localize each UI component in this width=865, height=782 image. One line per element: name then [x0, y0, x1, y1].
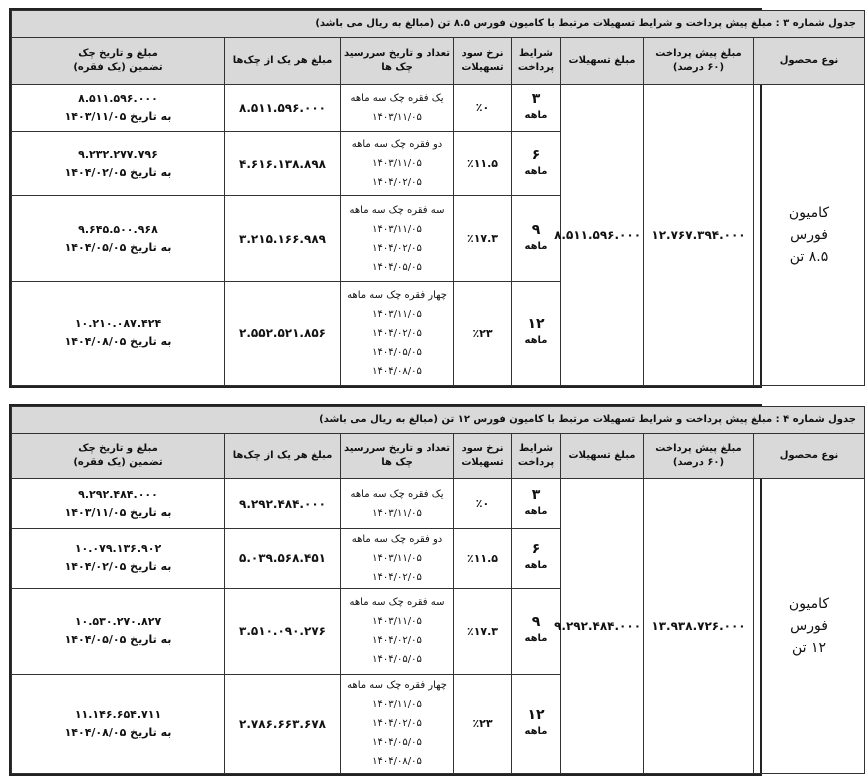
product-name-line: کامیون [788, 596, 830, 613]
check-due-date: ۱۴۰۴/۰۵/۰۵ [372, 346, 422, 358]
payment-term-cell [512, 84, 561, 131]
term-months: ۹ [531, 614, 541, 631]
guarantee-check-cell [12, 281, 225, 385]
interest-rate-cell: ٪۱۱.۵ [454, 132, 512, 196]
checks-description: دو فقره چک سه ماهه [351, 533, 443, 545]
guarantee-date: به تاریخ ۱۴۰۴/۰۵/۰۵ [64, 633, 172, 647]
check-due-date: ۱۴۰۳/۱۱/۰۵ [372, 308, 422, 320]
check-due-date: ۱۴۰۳/۱۱/۰۵ [372, 158, 422, 170]
term-unit: ماهه [524, 725, 548, 737]
header-label: چک ها [381, 62, 413, 74]
rate-header [454, 38, 512, 84]
guarantee-date: به تاریخ ۱۴۰۳/۱۱/۰۵ [64, 109, 172, 123]
header-label: (۶۰ درصد) [672, 457, 725, 469]
guarantee-date: به تاریخ ۱۴۰۴/۰۵/۰۵ [64, 240, 172, 254]
header-label: مبلغ پیش پرداخت [655, 443, 742, 455]
guarantee-date: به تاریخ ۱۴۰۴/۰۸/۰۵ [64, 335, 172, 349]
table-title: جدول شماره ۳ : مبلغ پیش پرداخت و شرایط تسهیلات مرتبط با کامیون فورس ۸.۵ تن (مبالغ به ریال می باشد) [12, 11, 865, 38]
guarantee-check-cell [12, 528, 225, 588]
interest-rate-cell: ٪۱۷.۳ [454, 588, 512, 674]
check-due-date: ۱۴۰۳/۱۱/۰۵ [372, 111, 422, 123]
interest-rate-cell: ٪۲۳ [454, 674, 512, 773]
guarantee-check-cell [12, 84, 225, 131]
header-label: مبلغ تسهیلات [568, 55, 636, 67]
guarantee-amount: ۱۰.۵۳۰.۲۷۰.۸۲۷ [74, 615, 162, 629]
checks-description: یک فقره چک سه ماهه [350, 488, 444, 500]
check-due-date: ۱۴۰۴/۰۵/۰۵ [372, 261, 422, 273]
term-unit: ماهه [524, 109, 548, 121]
guarantee-check-cell [12, 132, 225, 196]
guarantee-amount: ۸.۵۱۱.۵۹۶.۰۰۰ [78, 91, 158, 105]
guarantee-date: به تاریخ ۱۴۰۴/۰۲/۰۵ [64, 165, 172, 179]
term-months: ۳ [531, 486, 541, 503]
guarantee-check-cell [12, 588, 225, 674]
check-due-date: ۱۴۰۴/۰۲/۰۵ [372, 177, 422, 189]
guarantee-header [12, 38, 225, 84]
header-label: نوع محصول [779, 450, 839, 462]
checks-description: چهار فقره چک سه ماهه [347, 289, 447, 301]
facility-header [561, 38, 644, 84]
checks-schedule-cell [341, 528, 454, 588]
header-label: شرایط [519, 48, 553, 60]
product-name-line: ۱۲ تن [791, 640, 827, 657]
term-unit: ماهه [524, 240, 548, 252]
interest-rate-cell: ٪۰ [454, 479, 512, 529]
checks-schedule-cell [341, 196, 454, 281]
terms-header [512, 38, 561, 84]
header-label: تضمین (یک فقره) [73, 457, 163, 469]
product-cell [754, 479, 865, 774]
header-label: پرداخت [517, 457, 555, 469]
header-label: مبلغ هر یک از چک‌ها [232, 55, 333, 67]
checks-header [341, 38, 454, 84]
guarantee-date: به تاریخ ۱۴۰۴/۰۸/۰۵ [64, 725, 172, 739]
header-label: تعداد و تاریخ سررسید [343, 48, 451, 60]
header-label: تضمین (یک فقره) [73, 62, 163, 74]
product-name-line: فورس [790, 618, 828, 635]
check-due-date: ۱۴۰۴/۰۲/۰۵ [372, 571, 422, 583]
header-label: نرخ سود [461, 443, 504, 455]
table-title: جدول شماره ۴ : مبلغ پیش پرداخت و شرایط تسهیلات مرتبط با کامیون فورس ۱۲ تن (مبالغ به ریال می باشد) [12, 407, 865, 434]
per-check-amount-cell: ۴.۶۱۶.۱۳۸.۸۹۸ [225, 132, 341, 196]
checks-schedule-cell [341, 84, 454, 131]
check-due-date: ۱۴۰۴/۰۵/۰۵ [372, 737, 422, 749]
check-due-date: ۱۴۰۴/۰۸/۰۵ [372, 756, 422, 768]
term-unit: ماهه [524, 165, 548, 177]
header-label: مبلغ تسهیلات [568, 450, 636, 462]
checks-schedule-cell [341, 479, 454, 529]
header-label: نرخ سود [461, 48, 504, 60]
checks-schedule-cell [341, 674, 454, 773]
per-check-header [225, 38, 341, 84]
product-header [754, 433, 865, 478]
down-payment-header [644, 38, 754, 84]
checks-schedule-cell [341, 281, 454, 385]
interest-rate-cell: ٪۱۷.۳ [454, 196, 512, 281]
header-label: پرداخت [517, 62, 555, 74]
table-row [12, 84, 865, 131]
checks-schedule-cell [341, 132, 454, 196]
rate-header [454, 433, 512, 478]
header-label: تعداد و تاریخ سررسید [343, 443, 451, 455]
checks-description: یک فقره چک سه ماهه [350, 92, 444, 104]
facility-table-12-ton [9, 404, 857, 776]
checks-header [341, 433, 454, 478]
header-label: چک ها [381, 457, 413, 469]
payment-term-cell [512, 281, 561, 385]
check-due-date: ۱۴۰۳/۱۱/۰۵ [372, 616, 422, 628]
guarantee-amount: ۱۰.۰۷۹.۱۳۶.۹۰۲ [74, 542, 162, 556]
check-due-date: ۱۴۰۴/۰۲/۰۵ [372, 718, 422, 730]
facility-table [11, 406, 865, 774]
per-check-amount-cell: ۸.۵۱۱.۵۹۶.۰۰۰ [225, 84, 341, 131]
check-due-date: ۱۴۰۳/۱۱/۰۵ [372, 699, 422, 711]
per-check-amount-cell: ۵.۰۳۹.۵۶۸.۴۵۱ [225, 528, 341, 588]
guarantee-header [12, 433, 225, 478]
checks-description: چهار فقره چک سه ماهه [347, 680, 447, 692]
payment-term-cell [512, 528, 561, 588]
check-due-date: ۱۴۰۴/۰۲/۰۵ [372, 327, 422, 339]
per-check-amount-cell: ۲.۵۵۲.۵۲۱.۸۵۶ [225, 281, 341, 385]
term-unit: ماهه [524, 505, 548, 517]
interest-rate-cell: ٪۱۱.۵ [454, 528, 512, 588]
check-due-date: ۱۴۰۳/۱۱/۰۵ [372, 223, 422, 235]
check-due-date: ۱۴۰۴/۰۲/۰۵ [372, 635, 422, 647]
facility-amount-cell: ۹.۲۹۲.۴۸۴.۰۰۰ [561, 479, 644, 774]
per-check-amount-cell: ۳.۵۱۰.۰۹۰.۲۷۶ [225, 588, 341, 674]
product-header [754, 38, 865, 84]
term-months: ۳ [531, 90, 541, 107]
facility-amount-cell: ۸.۵۱۱.۵۹۶.۰۰۰ [561, 84, 644, 385]
header-label: مبلغ و تاریخ چک [78, 443, 158, 455]
header-label: (۶۰ درصد) [672, 62, 725, 74]
header-label: مبلغ و تاریخ چک [78, 48, 158, 60]
interest-rate-cell: ٪۲۳ [454, 281, 512, 385]
term-unit: ماهه [524, 560, 548, 572]
header-label: مبلغ پیش پرداخت [655, 48, 742, 60]
down-payment-cell: ۱۲.۷۶۷.۳۹۴.۰۰۰ [644, 84, 754, 385]
facility-header [561, 433, 644, 478]
guarantee-date: به تاریخ ۱۴۰۳/۱۱/۰۵ [64, 505, 172, 519]
product-name-line: کامیون [788, 204, 830, 221]
per-check-amount-cell: ۳.۲۱۵.۱۶۶.۹۸۹ [225, 196, 341, 281]
guarantee-amount: ۱۱.۱۴۶.۶۵۴.۷۱۱ [74, 707, 162, 721]
checks-description: سه فقره چک سه ماهه [349, 204, 445, 216]
header-label: تسهیلات [461, 62, 504, 74]
term-unit: ماهه [524, 335, 548, 347]
interest-rate-cell: ٪۰ [454, 84, 512, 131]
down-payment-cell: ۱۳.۹۳۸.۷۲۶.۰۰۰ [644, 479, 754, 774]
payment-term-cell [512, 479, 561, 529]
term-months: ۶ [531, 541, 541, 558]
facility-table [11, 10, 865, 386]
check-due-date: ۱۴۰۴/۰۲/۰۵ [372, 242, 422, 254]
guarantee-check-cell [12, 479, 225, 529]
check-due-date: ۱۴۰۳/۱۱/۰۵ [372, 552, 422, 564]
term-months: ۱۲ [527, 316, 545, 333]
header-label: شرایط [519, 443, 553, 455]
checks-schedule-cell [341, 588, 454, 674]
check-due-date: ۱۴۰۴/۰۵/۰۵ [372, 654, 422, 666]
term-unit: ماهه [524, 633, 548, 645]
check-due-date: ۱۴۰۴/۰۸/۰۵ [372, 365, 422, 377]
table-row [12, 479, 865, 529]
check-due-date: ۱۴۰۳/۱۱/۰۵ [372, 507, 422, 519]
payment-term-cell [512, 132, 561, 196]
per-check-amount-cell: ۹.۲۹۲.۴۸۴.۰۰۰ [225, 479, 341, 529]
per-check-header [225, 433, 341, 478]
guarantee-check-cell [12, 196, 225, 281]
per-check-amount-cell: ۲.۷۸۶.۶۶۳.۶۷۸ [225, 674, 341, 773]
term-months: ۹ [531, 221, 541, 238]
header-label: نوع محصول [779, 55, 839, 67]
checks-description: سه فقره چک سه ماهه [349, 597, 445, 609]
product-name-line: ۸.۵ تن [789, 248, 829, 265]
guarantee-amount: ۹.۲۳۲.۲۷۷.۷۹۶ [78, 147, 158, 161]
terms-header [512, 433, 561, 478]
term-months: ۱۲ [527, 706, 545, 723]
guarantee-check-cell [12, 674, 225, 773]
term-months: ۶ [531, 146, 541, 163]
product-cell [754, 84, 865, 385]
facility-table-8-5-ton [9, 8, 857, 388]
guarantee-date: به تاریخ ۱۴۰۴/۰۲/۰۵ [64, 560, 172, 574]
header-label: مبلغ هر یک از چک‌ها [232, 450, 333, 462]
guarantee-amount: ۹.۶۴۵.۵۰۰.۹۶۸ [78, 222, 158, 236]
guarantee-amount: ۱۰.۲۱۰.۰۸۷.۴۲۴ [74, 317, 162, 331]
product-name-line: فورس [790, 226, 828, 243]
down-payment-header [644, 433, 754, 478]
guarantee-amount: ۹.۲۹۲.۴۸۴.۰۰۰ [78, 487, 158, 501]
payment-term-cell [512, 674, 561, 773]
checks-description: دو فقره چک سه ماهه [351, 139, 443, 151]
header-label: تسهیلات [461, 457, 504, 469]
